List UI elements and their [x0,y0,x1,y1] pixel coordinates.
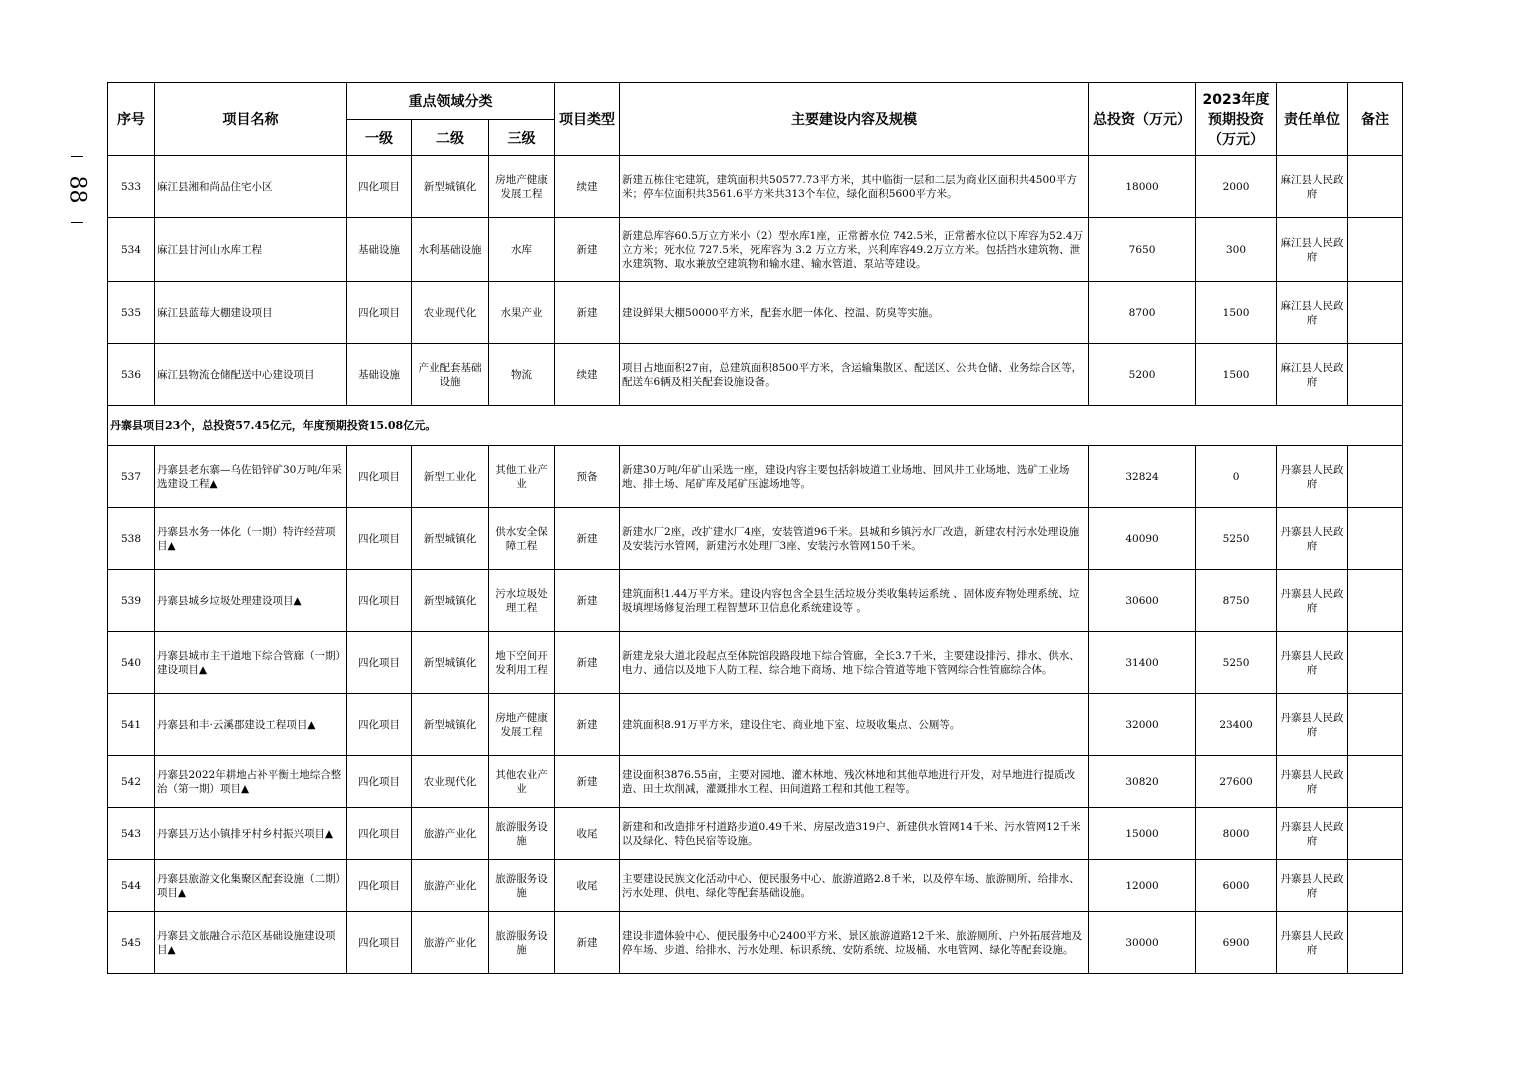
cell-name: 麻江县物流仓储配送中心建设项目 [155,344,347,406]
cell-name: 丹寨县老东寨—乌佐铅锌矿30万吨/年采选建设工程▲ [155,446,347,508]
page-number-text: 88 [64,175,90,203]
cell-total: 32824 [1089,446,1196,508]
cell-type: 新建 [555,912,620,974]
cell-total: 32000 [1089,694,1196,756]
table-row [108,282,1403,344]
cell-total: 31400 [1089,632,1196,694]
cell-remark [1348,570,1403,632]
header-domain-group: 重点领域分类 [347,83,555,120]
cell-seq: 542 [108,756,155,808]
header-expected: 2023年度预期投资（万元） [1196,83,1277,156]
header-seq: 序号 [108,83,155,156]
cell-seq: 540 [108,632,155,694]
cell-level3: 地下空间开发利用工程 [489,632,555,694]
cell-remark [1348,282,1403,344]
cell-level3: 供水安全保障工程 [489,508,555,570]
cell-type: 新建 [555,632,620,694]
cell-seq: 536 [108,344,155,406]
cell-type: 新建 [555,756,620,808]
table-row [108,860,1403,912]
header-name: 项目名称 [155,83,347,156]
table-row [108,912,1403,974]
cell-level1: 基础设施 [347,218,412,282]
cell-level3: 污水垃圾处理工程 [489,570,555,632]
cell-expected: 5250 [1196,632,1277,694]
cell-total: 5200 [1089,344,1196,406]
cell-unit: 丹寨县人民政府 [1277,508,1348,570]
cell-expected: 1500 [1196,282,1277,344]
cell-name: 丹寨县2022年耕地占补平衡土地综合整治（第一期）项目▲ [155,756,347,808]
table-body-macjiang [108,156,1403,406]
cell-total: 30820 [1089,756,1196,808]
table-row [108,808,1403,860]
cell-seq: 541 [108,694,155,756]
cell-content: 主要建设民族文化活动中心、便民服务中心、旅游道路2.8千米，以及停车场、旅游厕所、给排水、污水处理、供电、绿化等配套基础设施。 [620,860,1089,912]
cell-content: 新建和和改造排牙村道路步道0.49千米、房屋改造319户、新建供水管网14千米、污水管网12千米以及绿化、特色民宿等设施。 [620,808,1089,860]
cell-remark [1348,344,1403,406]
cell-seq: 537 [108,446,155,508]
cell-content: 新建30万吨/年矿山采选一座，建设内容主要包括斜坡道工业场地、回风井工业场地、选矿工业场地、排土场、尾矿库及尾矿压滤场地等。 [620,446,1089,508]
table-row [108,570,1403,632]
cell-level1: 四化项目 [347,156,412,218]
cell-level3: 旅游服务设施 [489,860,555,912]
cell-content: 新建五栋住宅建筑，建筑面积共50577.73平方米，其中临街一层和二层为商业区面积共4500平方米；停车位面积共3561.6平方米共313个车位，绿化面积5600平方米。 [620,156,1089,218]
cell-total: 12000 [1089,860,1196,912]
cell-seq: 539 [108,570,155,632]
cell-level3: 房地产健康发展工程 [489,694,555,756]
table-row [108,156,1403,218]
cell-type: 新建 [555,508,620,570]
header-level3: 三级 [489,120,555,156]
cell-seq: 544 [108,860,155,912]
cell-level1: 四化项目 [347,632,412,694]
cell-level3: 旅游服务设施 [489,808,555,860]
cell-level3: 其他农业产业 [489,756,555,808]
cell-level2: 新型城镇化 [412,508,489,570]
table-row [108,508,1403,570]
cell-type: 预备 [555,446,620,508]
cell-unit: 麻江县人民政府 [1277,344,1348,406]
cell-total: 15000 [1089,808,1196,860]
cell-expected: 2000 [1196,156,1277,218]
cell-unit: 丹寨县人民政府 [1277,570,1348,632]
table-row [108,446,1403,508]
cell-remark [1348,860,1403,912]
cell-name: 丹寨县城乡垃圾处理建设项目▲ [155,570,347,632]
cell-remark [1348,508,1403,570]
cell-name: 麻江县甘河山水库工程 [155,218,347,282]
cell-name: 丹寨县旅游文化集聚区配套设施（二期）项目▲ [155,860,347,912]
cell-level2: 旅游产业化 [412,808,489,860]
cell-remark [1348,694,1403,756]
cell-level1: 四化项目 [347,808,412,860]
cell-content: 项目占地面积27亩，总建筑面积8500平方米，含运输集散区、配送区、公共仓储、业务综合区等，配送车6辆及相关配套设施设备。 [620,344,1089,406]
table-body-danzhai [108,446,1403,974]
cell-unit: 丹寨县人民政府 [1277,694,1348,756]
cell-content: 建筑面积8.91万平方米，建设住宅、商业地下室、垃圾收集点、公厕等。 [620,694,1089,756]
cell-remark [1348,756,1403,808]
cell-remark [1348,912,1403,974]
header-content: 主要建设内容及规模 [620,83,1089,156]
header-level1: 一级 [347,120,412,156]
cell-remark [1348,632,1403,694]
cell-content: 新建水厂2座，改扩建水厂4座，安装管道96千米。县城和乡镇污水厂改造，新建农村污水处理设施及安装污水管网，新建污水处理厂3座、安装污水管网150千米。 [620,508,1089,570]
cell-expected: 6900 [1196,912,1277,974]
cell-content: 建设鲜果大棚50000平方米，配套水肥一体化、控温、防臭等实施。 [620,282,1089,344]
cell-name: 麻江县蓝莓大棚建设项目 [155,282,347,344]
table-row [108,756,1403,808]
cell-unit: 麻江县人民政府 [1277,218,1348,282]
cell-total: 30600 [1089,570,1196,632]
header-type: 项目类型 [555,83,620,156]
cell-name: 丹寨县水务一体化（一期）特许经营项目▲ [155,508,347,570]
cell-type: 新建 [555,570,620,632]
cell-expected: 300 [1196,218,1277,282]
cell-total: 30000 [1089,912,1196,974]
cell-unit: 丹寨县人民政府 [1277,912,1348,974]
cell-level3: 水果产业 [489,282,555,344]
cell-level2: 新型城镇化 [412,570,489,632]
cell-remark [1348,218,1403,282]
cell-name: 丹寨县和丰·云溪郡建设工程项目▲ [155,694,347,756]
cell-level3: 旅游服务设施 [489,912,555,974]
cell-total: 18000 [1089,156,1196,218]
table-row [108,344,1403,406]
cell-total: 8700 [1089,282,1196,344]
cell-expected: 0 [1196,446,1277,508]
cell-level2: 新型工业化 [412,446,489,508]
cell-level1: 四化项目 [347,694,412,756]
cell-unit: 丹寨县人民政府 [1277,860,1348,912]
header-unit: 责任单位 [1277,83,1348,156]
cell-expected: 27600 [1196,756,1277,808]
section-row-group [108,406,1403,446]
cell-seq: 538 [108,508,155,570]
cell-content: 建设非遗体验中心、便民服务中心2400平方米、景区旅游道路12千米、旅游厕所、户外拓展营地及停车场、步道、给排水、污水处理、标识系统、安防系统、垃圾桶、水电管网、绿化等配套设施。 [620,912,1089,974]
cell-level3: 其他工业产业 [489,446,555,508]
cell-unit: 丹寨县人民政府 [1277,756,1348,808]
cell-type: 收尾 [555,808,620,860]
cell-seq: 534 [108,218,155,282]
table-row [108,632,1403,694]
table-row [108,694,1403,756]
cell-type: 续建 [555,156,620,218]
cell-level2: 产业配套基础设施 [412,344,489,406]
cell-content: 新建龙泉大道北段起点至体院馆段路段地下综合管廊，全长3.7千米，主要建设排污、排水、供水、电力、通信以及地下人防工程、综合地下商场、地下综合管道等地下管网综合性管廊综合体。 [620,632,1089,694]
cell-unit: 丹寨县人民政府 [1277,632,1348,694]
cell-level2: 农业现代化 [412,282,489,344]
cell-type: 新建 [555,694,620,756]
cell-type: 收尾 [555,860,620,912]
cell-level2: 新型城镇化 [412,156,489,218]
section-summary: 丹寨县项目23个，总投资57.45亿元，年度预期投资15.08亿元。 [108,406,1403,446]
cell-expected: 8000 [1196,808,1277,860]
cell-level1: 基础设施 [347,344,412,406]
header-remark: 备注 [1348,83,1403,156]
cell-total: 7650 [1089,218,1196,282]
cell-level1: 四化项目 [347,508,412,570]
cell-level3: 物流 [489,344,555,406]
cell-type: 新建 [555,218,620,282]
cell-content: 新建总库容60.5万立方米小（2）型水库1座，正常蓄水位 742.5米，正常蓄水位以下库容为52.4万立方米；死水位 727.5米，死库容为 3.2 万立方米，兴利库容49.2万立方米。包括挡水建筑物、泄水建筑物、取水兼放空建筑物和输水建、输水管道、泵站等建设。 [620,218,1089,282]
cell-level1: 四化项目 [347,282,412,344]
cell-unit: 麻江县人民政府 [1277,156,1348,218]
page-number [62,150,92,230]
cell-seq: 543 [108,808,155,860]
cell-unit: 丹寨县人民政府 [1277,808,1348,860]
cell-level1: 四化项目 [347,446,412,508]
cell-expected: 1500 [1196,344,1277,406]
cell-expected: 23400 [1196,694,1277,756]
cell-name: 丹寨县万达小镇排牙村乡村振兴项目▲ [155,808,347,860]
cell-level1: 四化项目 [347,860,412,912]
cell-seq: 535 [108,282,155,344]
cell-remark [1348,446,1403,508]
cell-type: 新建 [555,282,620,344]
cell-level1: 四化项目 [347,756,412,808]
cell-level2: 旅游产业化 [412,860,489,912]
cell-level2: 新型城镇化 [412,694,489,756]
cell-level2: 新型城镇化 [412,632,489,694]
cell-seq: 533 [108,156,155,218]
cell-level1: 四化项目 [347,570,412,632]
cell-content: 建设面积3876.55亩，主要对园地、灌木林地、残次林地和其他草地进行开发，对旱地进行提质改造、田土坎削减，灌溉排水工程、田间道路工程和其他工程等。 [620,756,1089,808]
cell-content: 建筑面积1.44万平方米。建设内容包含全县生活垃圾分类收集转运系统 、固体废弃物处理系统、垃圾填埋场修复治理工程智慧环卫信息化系统建设等 。 [620,570,1089,632]
header-total: 总投资（万元） [1089,83,1196,156]
table-row [108,218,1403,282]
cell-level2: 旅游产业化 [412,912,489,974]
cell-name: 丹寨县文旅融合示范区基础设施建设项目▲ [155,912,347,974]
cell-remark [1348,156,1403,218]
cell-expected: 8750 [1196,570,1277,632]
cell-name: 麻江县湘和尚品住宅小区 [155,156,347,218]
cell-expected: 5250 [1196,508,1277,570]
cell-unit: 麻江县人民政府 [1277,282,1348,344]
cell-level3: 房地产健康发展工程 [489,156,555,218]
project-table [107,82,1403,974]
cell-level2: 农业现代化 [412,756,489,808]
cell-remark [1348,808,1403,860]
cell-level2: 水利基础设施 [412,218,489,282]
cell-unit: 丹寨县人民政府 [1277,446,1348,508]
cell-expected: 6000 [1196,860,1277,912]
cell-name: 丹寨县城市主干道地下综合管廊（一期）建设项目▲ [155,632,347,694]
table-header [108,83,1403,156]
header-level2: 二级 [412,120,489,156]
cell-seq: 545 [108,912,155,974]
cell-level1: 四化项目 [347,912,412,974]
cell-total: 40090 [1089,508,1196,570]
cell-type: 续建 [555,344,620,406]
cell-level3: 水库 [489,218,555,282]
